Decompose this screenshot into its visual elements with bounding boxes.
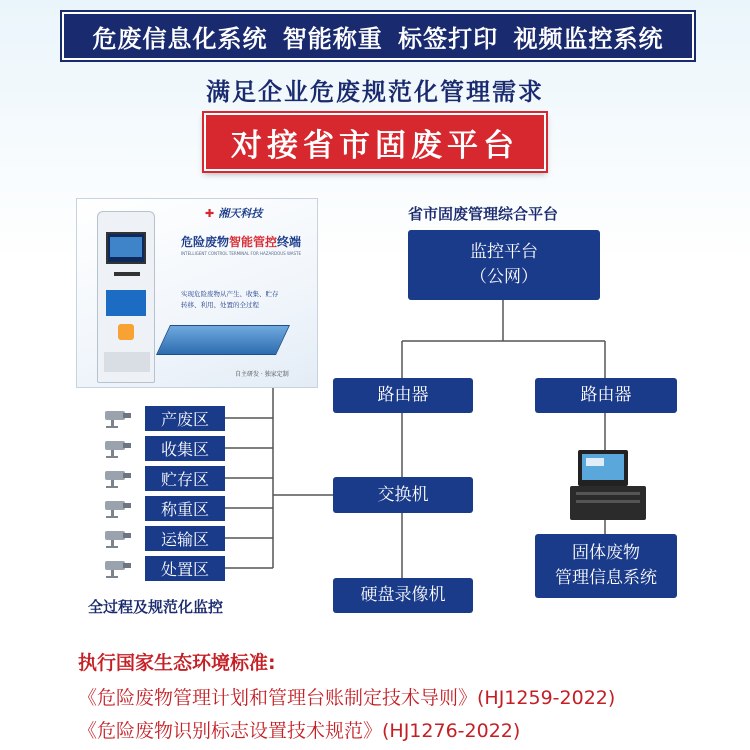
terminal-title-en: INTELLIGENT CONTROL TERMINAL FOR HAZARDOUS WASTE (181, 251, 301, 256)
terminal-title: 危险废物智能管控终端 (181, 235, 302, 249)
camera-icon (103, 557, 135, 579)
zone-collection: 收集区 (145, 436, 225, 461)
camera-icon (103, 497, 135, 519)
standard-item-2: 《危险废物识别标志设置技术规范》(HJ1276-2022) (78, 720, 521, 742)
zone-production: 产废区 (145, 406, 225, 431)
highlight-banner: 对接省市固废平台 (204, 113, 546, 171)
camera-icon (103, 527, 135, 549)
router-right-node: 路由器 (535, 378, 677, 413)
info-system-node: 固体废物 管理信息系统 (535, 534, 677, 598)
zone-storage: 贮存区 (145, 466, 225, 491)
terminal-card (76, 198, 318, 388)
camera-icon (103, 437, 135, 459)
top-banner: 危废信息化系统 智能称重 标签打印 视频监控系统 (62, 12, 694, 60)
zone-disposal: 处置区 (145, 556, 225, 581)
camera-icon (103, 407, 135, 429)
standards-heading: 执行国家生态环境标准: (78, 652, 276, 674)
subtitle: 满足企业危废规范化管理需求 (206, 78, 544, 106)
recorder-node: 硬盘录像机 (333, 578, 473, 613)
terminal-description: 实现危险废物从产生、收集、贮存 转移、利用、处置的全过程 (181, 290, 279, 310)
switch-node: 交换机 (333, 477, 473, 513)
router-left-node: 路由器 (333, 378, 473, 413)
monitor-caption: 全过程及规范化监控 (88, 598, 224, 616)
monitor-platform-node: 监控平台 （公网） (408, 230, 600, 300)
brand-logo-icon: ✚ (205, 206, 215, 220)
platform-caption: 省市固废管理综合平台 (408, 205, 559, 223)
zone-weighing: 称重区 (145, 496, 225, 521)
zone-transport: 运输区 (145, 526, 225, 551)
terminal-footer: 自主研发 · 独家定制 (235, 371, 289, 378)
scale-image (156, 325, 290, 355)
brand-name: 湘天科技 (218, 207, 263, 220)
camera-icon (103, 467, 135, 489)
kiosk-image (97, 211, 155, 383)
computer-icon (570, 450, 646, 522)
standard-item-1: 《危险废物管理计划和管理台账制定技术导则》(HJ1259-2022) (78, 687, 616, 709)
